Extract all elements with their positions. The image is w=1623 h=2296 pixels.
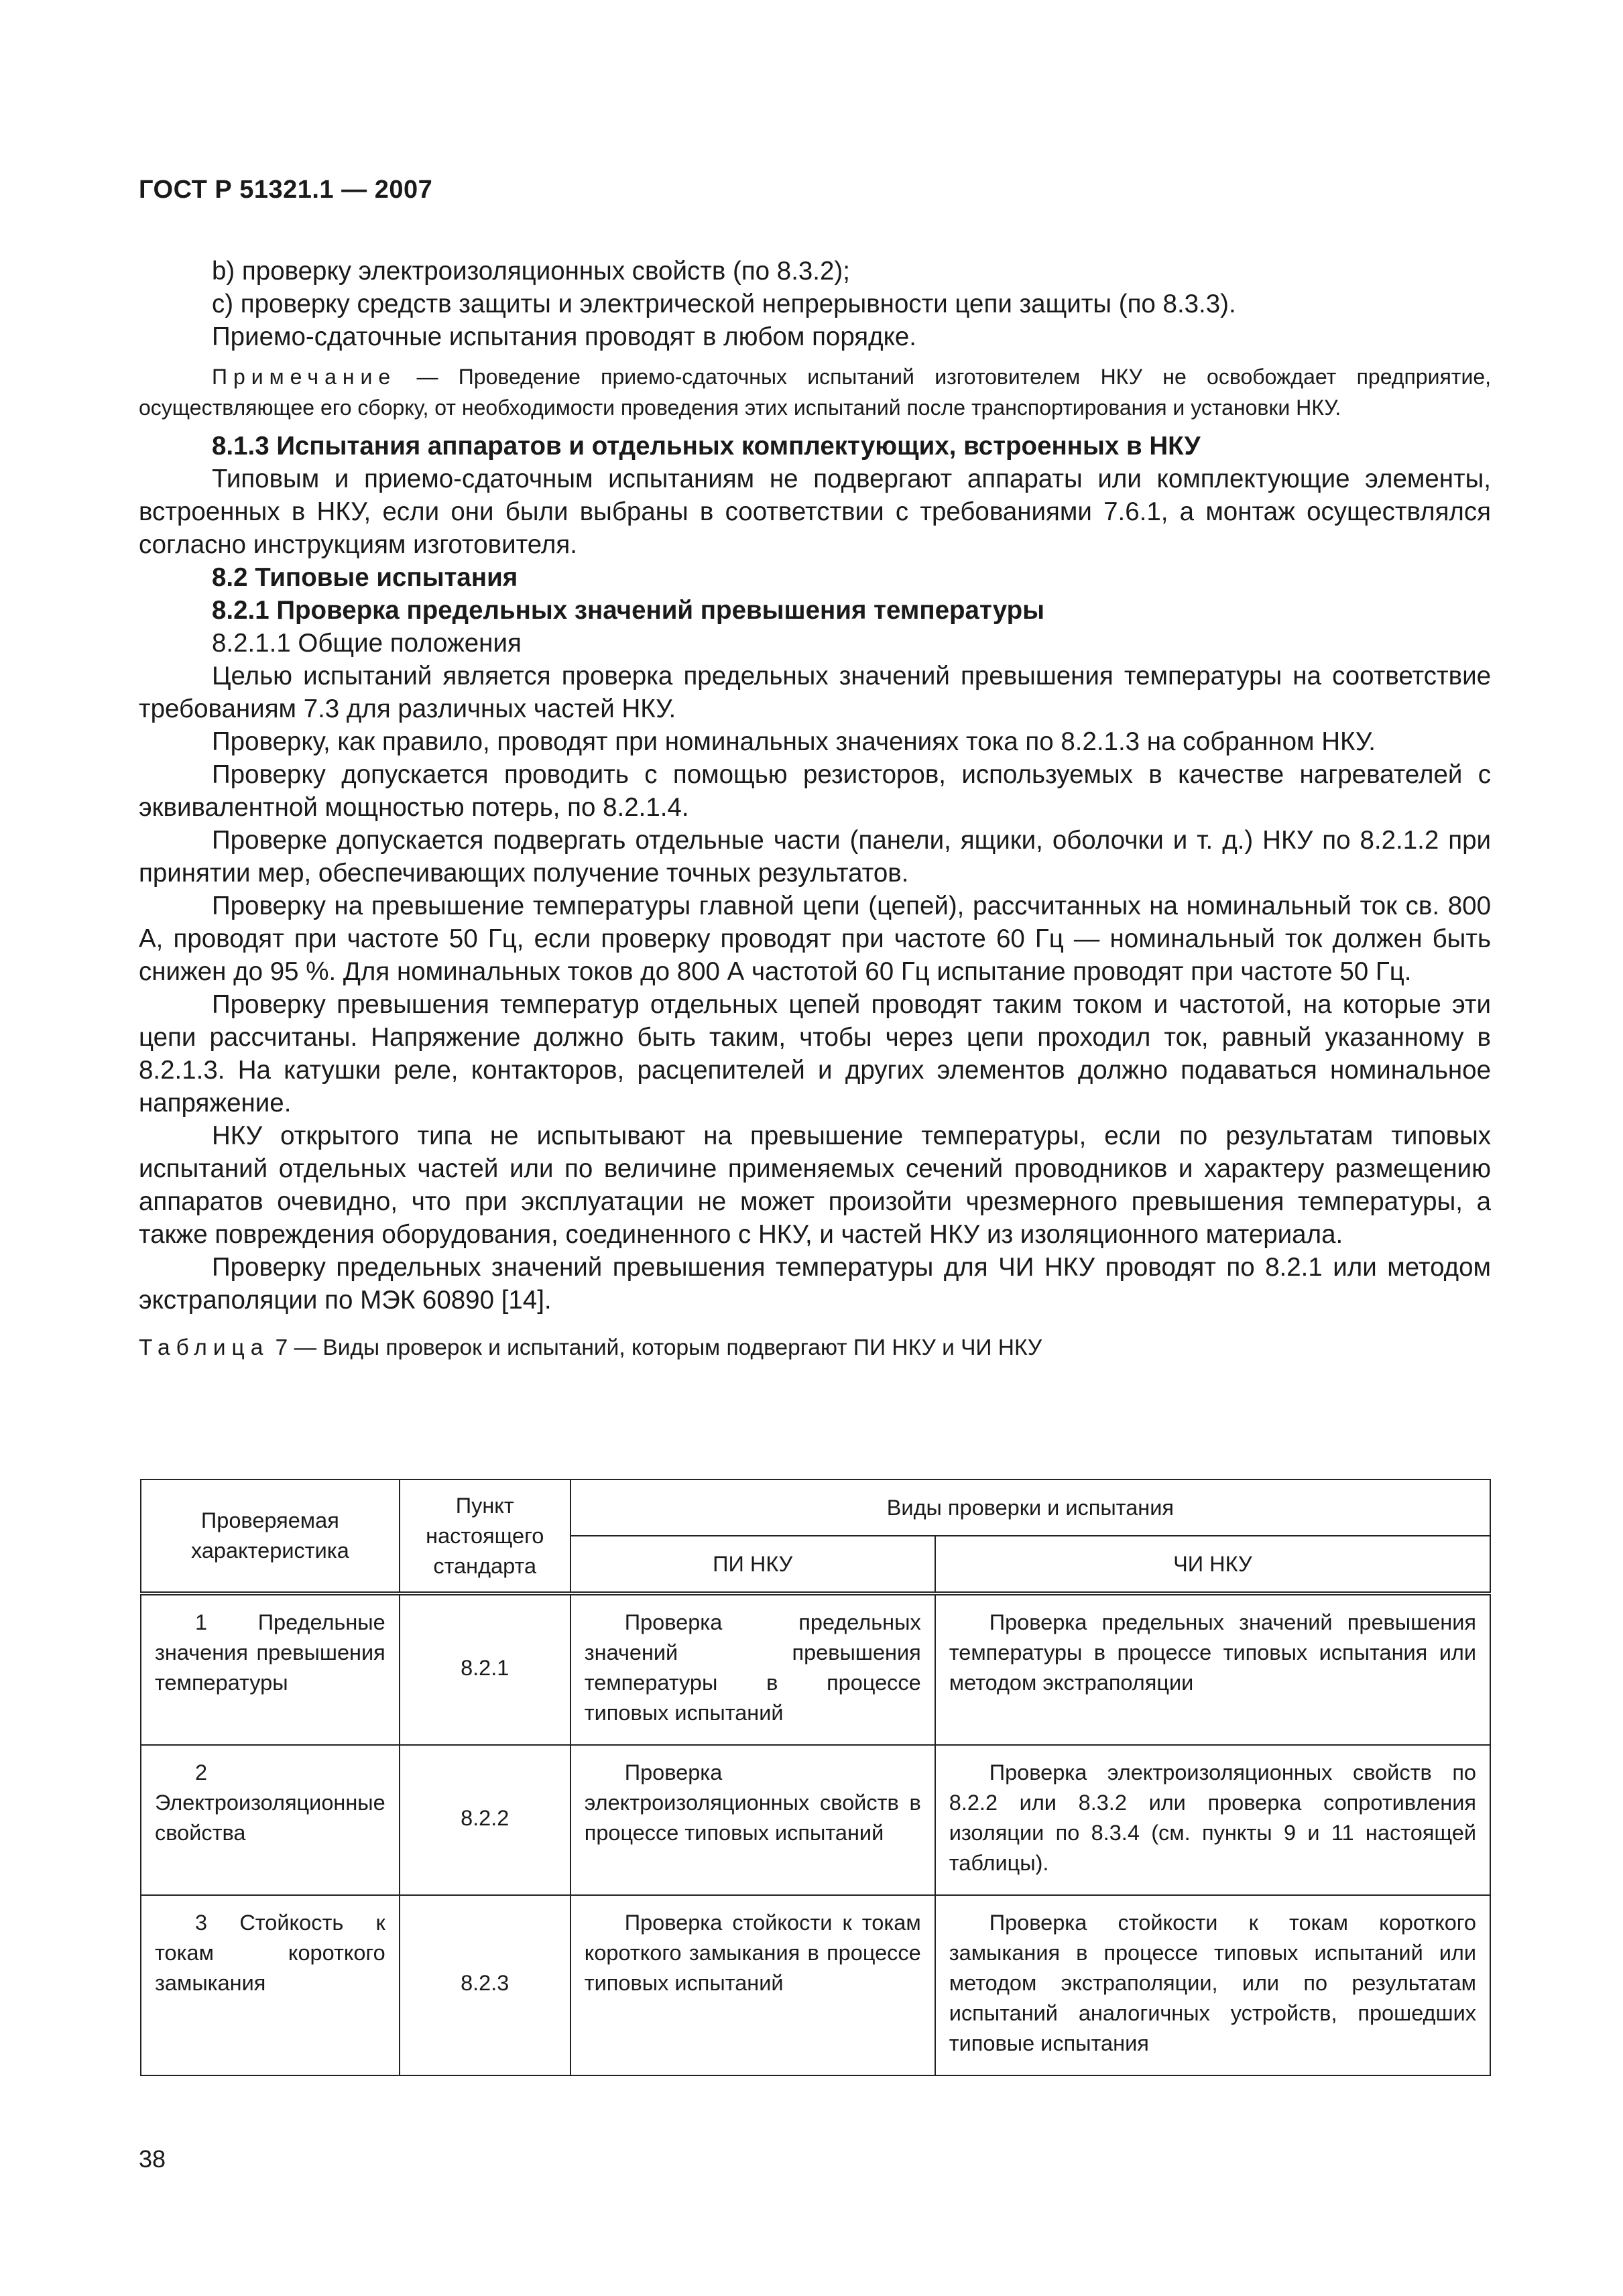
document-header: ГОСТ Р 51321.1 — 2007 — [139, 176, 433, 204]
paragraph: Целью испытаний является проверка предельных значений превышения температуры на соответствие требованиям 7.3 для различных частей НКУ. — [139, 662, 1491, 723]
note — [139, 361, 1491, 423]
cell-characteristic: 2 Электроизоляционные свойства — [141, 1745, 400, 1895]
table-caption-label: Таблица — [139, 1335, 269, 1360]
cell-characteristic: 1 Предельные значения превышения температуры — [141, 1593, 400, 1745]
paragraph: Проверку предельных значений превышения температуры для ЧИ НКУ проводят по 8.2.1 или методом экстраполяции по МЭК 60890 [14]. — [139, 1253, 1491, 1315]
cell-chi: Проверка электроизоляционных свойств по 8.2.2 или 8.3.2 или проверка сопротивления изоляции по 8.3.4 (см. пункты 9 и 11 настоящей таблицы). — [935, 1745, 1490, 1895]
order-paragraph: Приемо-сдаточные испытания проводят в любом порядке. — [212, 322, 917, 351]
cell-pi: Проверка электроизоляционных свойств в процессе типовых испытаний — [570, 1745, 935, 1895]
cell-pi: Проверка стойкости к токам короткого замыкания в процессе типовых испытаний — [570, 1895, 935, 2075]
cell-chi: Проверка предельных значений превышения температуры в процессе типовых испытания или методом экстраполяции — [935, 1593, 1490, 1745]
header-characteristic: Проверяемая характеристика — [141, 1479, 400, 1593]
paragraph: Проверку на превышение температуры главной цепи (цепей), рассчитанных на номинальный ток св. 800 А, проводят при частоте 50 Гц, если проверку проводят при частоте 60 Гц — номинальный ток должен быть снижен до 95 %. Для номинальных токов до 800 А частотой 60 Гц испытание проводят при частоте 50 Гц. — [139, 892, 1491, 986]
note-label: Примечание — [212, 365, 397, 389]
section-8-1-3-text: Типовым и приемо-сдаточным испытаниям не подвергают аппараты или комплектующие элементы, встроенных в НКУ, если они были выбраны в соответствии с требованиями 7.6.1, а монтаж осуществлялся согласно инструкциям изготовителя. — [139, 465, 1491, 559]
table-row — [141, 1745, 1490, 1895]
checks-table — [140, 1479, 1491, 2076]
section-8-1-3-title: 8.1.3 Испытания аппаратов и отдельных комплектующих, встроенных в НКУ — [212, 432, 1201, 461]
header-chi-nku: ЧИ НКУ — [935, 1536, 1490, 1593]
paragraph: Проверку допускается проводить с помощью резисторов, используемых в качестве нагревателей с эквивалентной мощностью потерь, по 8.2.1.4. — [139, 760, 1491, 822]
note-text: — Проведение приемо-сдаточных испытаний изготовителем НКУ не освобождает предприятие, осуществляющее его сборку, от необходимости проведения этих испытаний после транспортирования и установки НКУ. — [139, 365, 1491, 420]
cell-characteristic: 3 Стойкость к токам короткого замыкания — [141, 1895, 400, 2075]
table-row — [141, 1593, 1490, 1745]
paragraph: Проверку превышения температур отдельных цепей проводят таким током и частотой, на которые эти цепи рассчитаны. Напряжение должно быть таким, чтобы через цепи проходил ток, равный указанному в 8.2.1.3. На катушки реле, контакторов, расцепителей и других элементов должно подаваться номинальное напряжение. — [139, 990, 1491, 1117]
header-pi-nku: ПИ НКУ — [570, 1536, 935, 1593]
cell-clause: 8.2.1 — [400, 1593, 570, 1745]
page-number: 38 — [139, 2145, 166, 2173]
section-8-2-1-1-title: 8.2.1.1 Общие положения — [212, 629, 522, 658]
cell-clause: 8.2.2 — [400, 1745, 570, 1895]
list-item-c: c) проверку средств защиты и электрической непрерывности цепи защиты (по 8.3.3). — [212, 290, 1236, 318]
table-caption-number: 7 — [269, 1335, 288, 1360]
paragraph: Проверке допускается подвергать отдельные части (панели, ящики, оболочки и т. д.) НКУ по 8.2.1.2 при принятии мер, обеспечивающих получение точных результатов. — [139, 826, 1491, 888]
paragraph: Проверку, как правило, проводят при номинальных значениях тока по 8.2.1.3 на собранном НКУ. — [212, 727, 1376, 756]
table-caption-text: — Виды проверок и испытаний, которым подвергают ПИ НКУ и ЧИ НКУ — [288, 1335, 1042, 1360]
list-item-b: b) проверку электроизоляционных свойств (по 8.3.2); — [212, 257, 850, 286]
section-8-2-title: 8.2 Типовые испытания — [212, 563, 518, 592]
cell-chi: Проверка стойкости к токам короткого замыкания в процессе типовых испытаний или методом экстраполяции, или по результатам испытаний аналогичных устройств, прошедших типовые испытания — [935, 1895, 1490, 2075]
section-8-2-1-title: 8.2.1 Проверка предельных значений превышения температуры — [212, 596, 1045, 625]
header-clause: Пункт настоящего стандарта — [400, 1479, 570, 1593]
table-row — [141, 1895, 1490, 2075]
cell-pi: Проверка предельных значений превышения температуры в процессе типовых испытаний — [570, 1593, 935, 1745]
table-caption — [139, 1331, 1491, 1364]
header-check-types: Виды проверки и испытания — [570, 1479, 1490, 1536]
cell-clause: 8.2.3 — [400, 1895, 570, 2075]
paragraph: НКУ открытого типа не испытывают на превышение температуры, если по результатам типовых испытаний отдельных частей или по величине применяемых сечений проводников и характеру размещению аппаратов очевидно, что при эксплуатации не может произойти чрезмерного превышения температуры, а также повреждения оборудования, соединенного с НКУ, и частей НКУ из изоляционного материала. — [139, 1122, 1491, 1249]
document-body — [139, 255, 1491, 1364]
